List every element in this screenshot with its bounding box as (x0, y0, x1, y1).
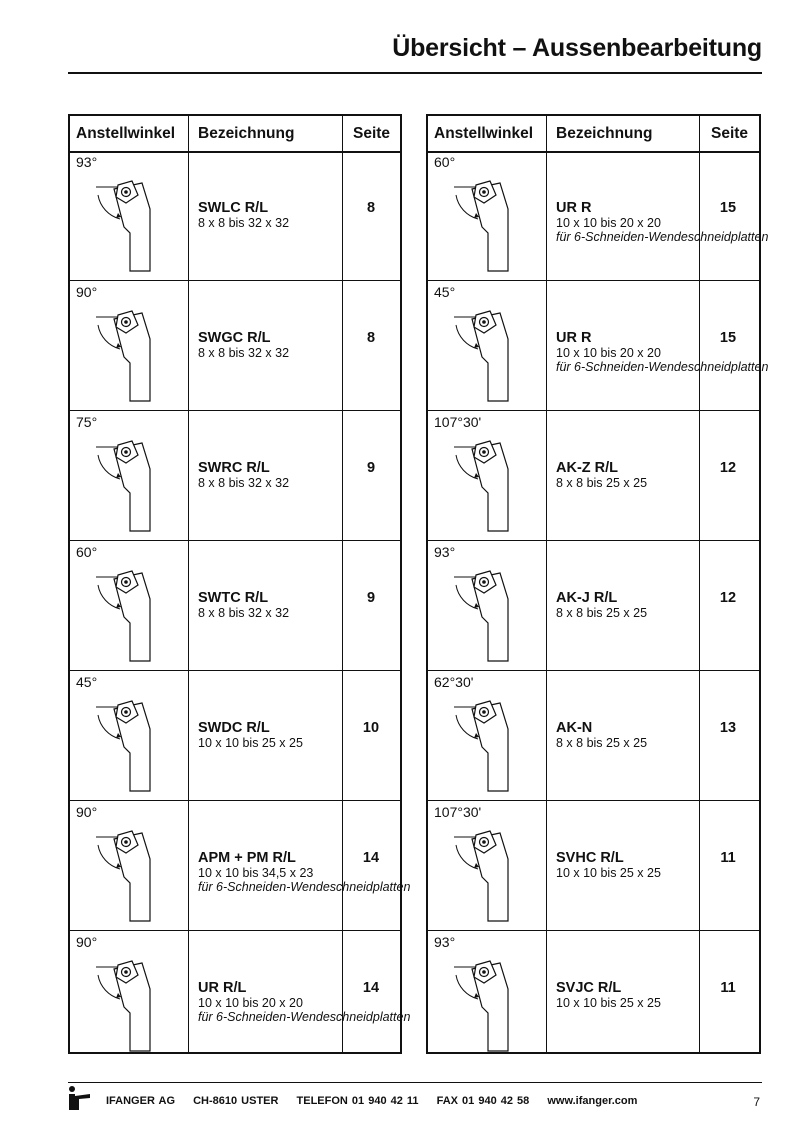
angle-value: 45° (434, 284, 456, 300)
page-reference[interactable]: 15 (719, 330, 737, 346)
page-reference[interactable]: 11 (720, 850, 736, 866)
tool-dimensions: 8 x 8 bis 32 x 32 (198, 606, 290, 620)
footer-phone: TELEFON 01 940 42 11 (296, 1095, 419, 1107)
table-row (70, 281, 400, 411)
tool-dimensions: 8 x 8 bis 32 x 32 (198, 216, 290, 230)
tool-dimensions-block (556, 997, 661, 1011)
tool-holder-sketch-icon (452, 563, 532, 663)
table-row (428, 541, 759, 671)
tool-holder-sketch-icon (452, 953, 532, 1053)
tool-designation: SWDC R/L (198, 720, 270, 736)
tool-dimensions-block (198, 607, 289, 621)
footer-rule (68, 1082, 762, 1083)
tool-dimensions-block (556, 867, 661, 881)
footer-address: CH-8610 USTER (193, 1095, 279, 1107)
table-row (428, 411, 759, 541)
angle-value: 90° (76, 804, 98, 820)
tool-dimensions: 10 x 10 bis 25 x 25 (556, 996, 661, 1010)
tool-designation: UR R (556, 330, 592, 346)
tool-holder-sketch-icon (94, 303, 174, 403)
header-designation: Bezeichnung (556, 125, 653, 142)
header-page: Seite (353, 125, 391, 142)
page-reference[interactable]: 9 (366, 590, 376, 606)
angle-value: 60° (434, 154, 456, 170)
tool-note: für 6-Schneiden-Wendeschneidplatten (198, 1009, 411, 1024)
page-reference[interactable]: 13 (719, 720, 737, 736)
footer-page-number: 7 (753, 1095, 760, 1109)
tool-designation: SVHC R/L (556, 850, 624, 866)
table-header (428, 116, 759, 153)
tool-note: für 6-Schneiden-Wendeschneidplatten (556, 359, 769, 374)
tool-dimensions: 10 x 10 bis 20 x 20 (556, 216, 661, 230)
table-row (428, 671, 759, 801)
angle-value: 75° (76, 414, 98, 430)
tool-holder-sketch-icon (94, 173, 174, 273)
tool-designation: SWLC R/L (198, 200, 269, 216)
overview-table-right (426, 114, 769, 1054)
tool-dimensions: 8 x 8 bis 32 x 32 (198, 346, 290, 360)
page-title: Übersicht – Aussenbearbeitung (392, 34, 762, 62)
tool-note: für 6-Schneiden-Wendeschneidplatten (198, 879, 411, 894)
tool-holder-sketch-icon (94, 563, 174, 663)
page-reference[interactable]: 11 (720, 980, 736, 996)
tool-dimensions-block (198, 867, 410, 894)
footer-web[interactable]: www.ifanger.com (547, 1095, 638, 1107)
footer-fax: FAX 01 940 42 58 (436, 1095, 530, 1107)
tool-holder-sketch-icon (452, 433, 532, 533)
tool-designation: SWTC R/L (198, 590, 269, 606)
tool-holder-sketch-icon (94, 823, 174, 923)
angle-value: 93° (76, 154, 98, 170)
tool-holder-sketch-icon (452, 303, 532, 403)
tool-designation: SWGC R/L (198, 330, 271, 346)
tool-dimensions: 10 x 10 bis 20 x 20 (198, 996, 303, 1010)
tool-holder-sketch-icon (452, 173, 532, 273)
table-row (428, 281, 769, 411)
tool-designation: APM + PM R/L (198, 850, 296, 866)
tool-dimensions-block (556, 737, 647, 751)
tool-dimensions-block (198, 997, 410, 1024)
tool-holder-sketch-icon (94, 433, 174, 533)
tool-dimensions: 8 x 8 bis 25 x 25 (556, 476, 648, 490)
angle-value: 90° (76, 934, 98, 950)
page-reference[interactable]: 9 (366, 460, 376, 476)
page-reference[interactable]: 14 (362, 980, 380, 996)
tool-note: für 6-Schneiden-Wendeschneidplatten (556, 229, 769, 244)
angle-value: 93° (434, 544, 456, 560)
tool-dimensions: 8 x 8 bis 25 x 25 (556, 606, 648, 620)
footer-company: IFANGER AG (106, 1095, 176, 1107)
page-reference[interactable]: 8 (366, 200, 376, 216)
tool-dimensions-block (198, 737, 303, 751)
company-logo (66, 1085, 90, 1111)
table-row (428, 931, 759, 1061)
tool-dimensions-block (198, 347, 289, 361)
table-row (70, 151, 400, 281)
tool-designation: UR R (556, 200, 592, 216)
tool-designation: UR R/L (198, 980, 247, 996)
table-row (70, 671, 400, 801)
tool-dimensions: 10 x 10 bis 20 x 20 (556, 346, 661, 360)
angle-value: 93° (434, 934, 456, 950)
table-header (70, 116, 400, 153)
tool-holder-sketch-icon (452, 823, 532, 923)
angle-value: 62°30' (434, 674, 474, 690)
tool-designation: AK-N (556, 720, 593, 736)
tool-holder-sketch-icon (452, 693, 532, 793)
table-row (70, 801, 411, 931)
header-designation: Bezeichnung (198, 125, 295, 142)
tool-dimensions: 10 x 10 bis 25 x 25 (198, 736, 303, 750)
page-reference[interactable]: 10 (362, 720, 380, 736)
footer-contact (106, 1095, 651, 1107)
tool-dimensions-block (556, 477, 647, 491)
tool-dimensions: 8 x 8 bis 25 x 25 (556, 736, 648, 750)
page-reference[interactable]: 12 (719, 590, 737, 606)
tool-dimensions-block (556, 347, 768, 374)
angle-value: 60° (76, 544, 98, 560)
tool-dimensions-block (198, 477, 289, 491)
header-page: Seite (711, 125, 749, 142)
table-row (70, 411, 400, 541)
page-reference[interactable]: 15 (719, 200, 737, 216)
angle-value: 45° (76, 674, 98, 690)
angle-value: 107°30' (434, 804, 482, 820)
title-rule (68, 72, 762, 74)
tool-dimensions: 10 x 10 bis 25 x 25 (556, 866, 661, 880)
overview-table-left (68, 114, 411, 1054)
angle-value: 107°30' (434, 414, 482, 430)
tool-designation: AK-Z R/L (556, 460, 619, 476)
page-reference[interactable]: 8 (366, 330, 376, 346)
page-reference[interactable]: 14 (362, 850, 380, 866)
table-row (70, 541, 400, 671)
table-row (70, 931, 411, 1061)
tool-designation: SWRC R/L (198, 460, 270, 476)
tool-dimensions-block (198, 217, 289, 231)
tool-dimensions: 10 x 10 bis 34,5 x 23 (198, 866, 314, 880)
tool-holder-sketch-icon (94, 953, 174, 1053)
tool-designation: SVJC R/L (556, 980, 622, 996)
table-row (428, 151, 769, 281)
table-row (428, 801, 759, 931)
header-angle: Anstellwinkel (434, 125, 534, 142)
tool-holder-sketch-icon (94, 693, 174, 793)
page-reference[interactable]: 12 (719, 460, 737, 476)
tool-dimensions: 8 x 8 bis 32 x 32 (198, 476, 290, 490)
angle-value: 90° (76, 284, 98, 300)
tool-designation: AK-J R/L (556, 590, 618, 606)
header-angle: Anstellwinkel (76, 125, 176, 142)
tool-dimensions-block (556, 217, 768, 244)
tool-dimensions-block (556, 607, 647, 621)
